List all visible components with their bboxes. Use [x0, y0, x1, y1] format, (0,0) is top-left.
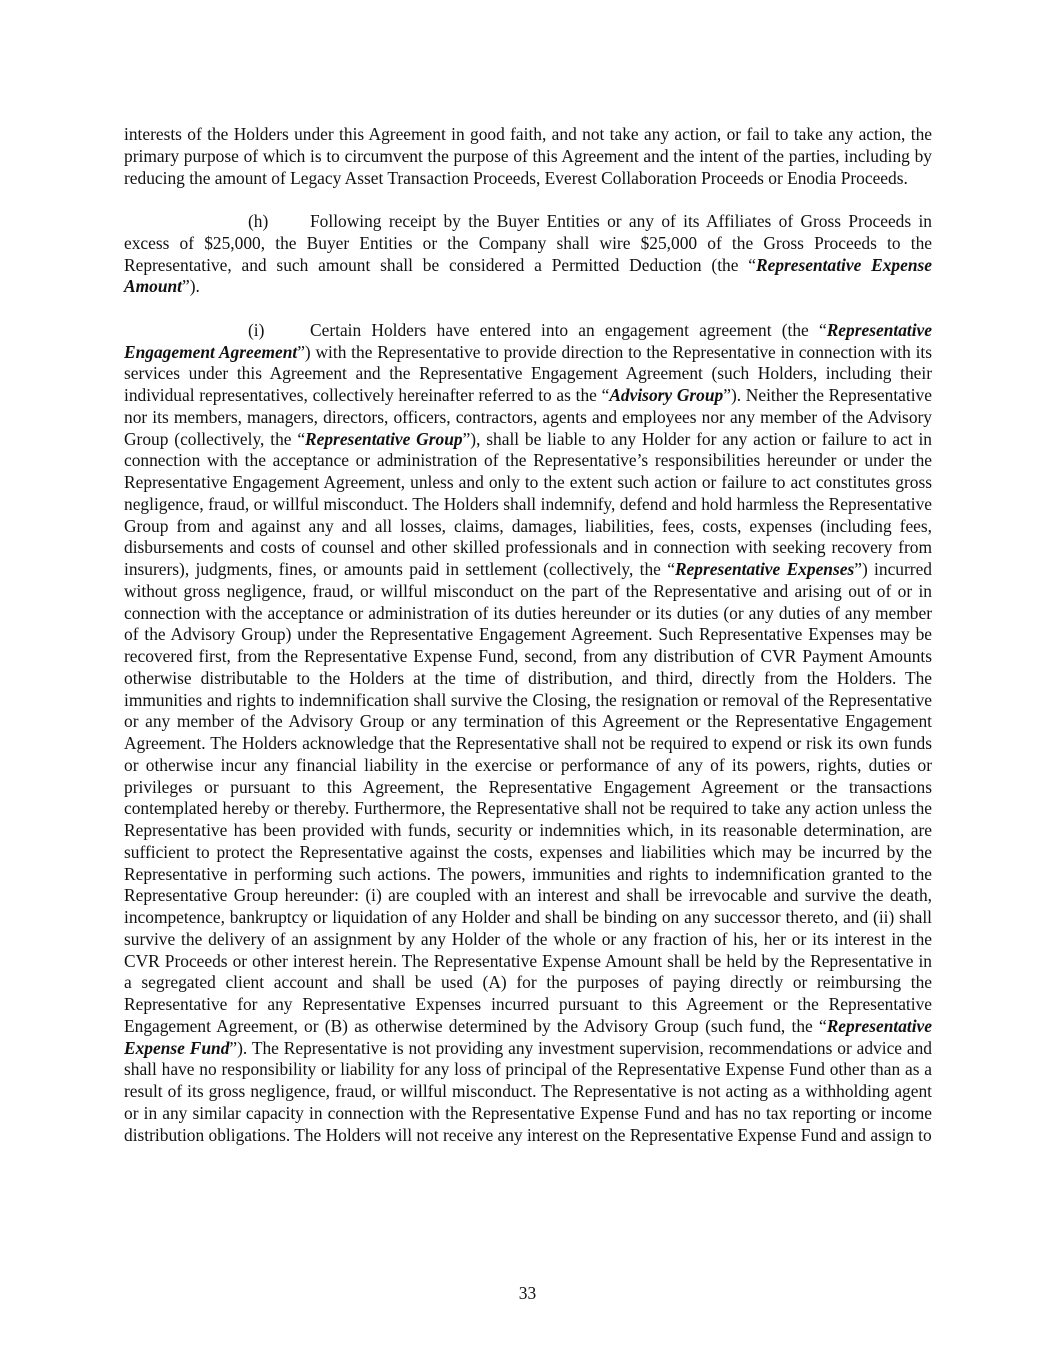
defined-term-representative-group: Representative Group	[305, 428, 463, 449]
paragraph-g-continuation: interests of the Holders under this Agreement in good faith, and not take any action, or fail to take any action, the primary purpose of which is to circumvent the purpose of this Agreement and the intent of the parties, including by reducing the amount of Legacy Asset Transaction Proceeds, Everest Collaboration Proceeds or Enodia Proceeds.	[124, 124, 932, 188]
paragraph-i-text-4: ”), shall be liable to any Holder for any action or failure to act in connection with the acceptance or administration of the Representative’s responsibilities hereunder or under the Representative Engagement Agreement, unless and only to the extent such action or failure to act constitutes gross negligence, fraud, or willful misconduct. The Holders shall indemnify, defend and hold harmless the Representative Group from and against any and all losses, claims, damages, liabilities, fees, costs, expenses (including fees, disbursements and costs of counsel and other skilled professionals and in connection with seeking recovery from insurers), judgments, fines, or amounts paid in settlement (collectively, the “	[124, 428, 932, 579]
paragraph-h-text-end: ”).	[182, 276, 200, 297]
paragraph-i-text-1: Certain Holders have entered into an engagement agreement (the “	[310, 319, 827, 340]
page-number: 33	[518, 1283, 537, 1303]
defined-term-advisory-group: Advisory Group	[609, 385, 724, 405]
paragraph-i-text-2: ”) with the Representative to provide direction to the Representative in connection with its services under this Agreement and the Representative Engagement Agreement (such Holders, including their individual representatives, collectively hereinafter referred to as the “	[124, 341, 932, 405]
paragraph-i-text-3: ”). Neither the Representative nor its members, managers, directors, officers, contractors, agents and employees nor any member of the Advisory Group (collectively, the “	[124, 385, 932, 449]
paragraph-i-text-6: ”). The Representative is not providing any investment supervision, recommendations or advice and shall have no responsibility or liability for any loss of principal of the Representative Expense Fund other than as a result of its gross negligence, fraud, or willful misconduct. The Representative is not acting as a withholding agent or in any similar capacity in connection with the Representative Expense Fund and has no tax reporting or income distribution obligations. The Holders will not receive any interest on the Representative Expense Fund and assign to	[124, 1037, 933, 1145]
defined-term-representative-engagement-agreement: Representative Engagement Agreement	[124, 319, 932, 362]
paragraph-i	[124, 320, 932, 1147]
paragraph-h-text: Following receipt by the Buyer Entities or any of its Affiliates of Gross Proceeds in excess of $25,000, the Buyer Entities or the Company shall wire $25,000 of the Gross Proceeds to the Representative, and such amount shall be considered a Permitted Deduction (the “	[124, 211, 932, 275]
document-page	[124, 124, 932, 1168]
paragraph-i-text-5: ”) incurred without gross negligence, fraud, or willful misconduct on the part of the Representative and arising out of or in connection with the acceptance or administration of its duties hereunder or its duties (or any duties of any member of the Advisory Group) under the Representative Engagement Agreement. Such Representative Expenses may be recovered first, from the Representative Expense Fund, second, from any distribution of CVR Payment Amounts otherwise distributable to the Holders at the time of distribution, and third, directly from the Holders. The immunities and rights to indemnification shall survive the Closing, the resignation or removal of the Representative or any member of the Advisory Group or any termination of this Agreement or the Representative Engagement Agreement. The Holders acknowledge that the Representative shall not be required to expend or risk its own funds or otherwise incur any financial liability in the exercise or performance of any of its powers, rights, duties or privileges or pursuant to this Agreement, the Representative Engagement Agreement or the transactions contemplated hereby or thereby. Furthermore, the Representative shall not be required to take any action unless the Representative has been provided with funds, security or indemnities which, in its reasonable determination, are sufficient to protect the Representative against the costs, expenses and liabilities which may be incurred by the Representative in performing such actions. The powers, immunities and rights to indemnification granted to the Representative Group hereunder: (i) are coupled with an interest and shall be irrevocable and survive the death, incompetence, bankruptcy or liquidation of any Holder and shall be binding on any successor thereto, and (ii) shall survive the delivery of an assignment by any Holder of the whole or any fraction of his, her or its interest in the CVR Proceeds or other interest herein. The Representative Expense Amount shall be held by the Representative in a segregated client account and shall be used (A) for the purposes of paying directly or reimbursing the Representative for any Representative Expenses incurred pursuant to this Agreement or the Representative Engagement Agreement, or (B) as otherwise determined by the Advisory Group (such fund, the “	[124, 559, 932, 1036]
paragraph-h	[124, 211, 932, 298]
defined-term-representative-expenses: Representative Expenses	[674, 559, 855, 579]
section-label-i: (i)	[248, 319, 265, 340]
defined-term-representative-expense-amount: Representative Expense Amount	[124, 254, 932, 297]
defined-term-representative-expense-fund: Representative Expense Fund	[124, 1015, 932, 1058]
section-label-h: (h)	[248, 211, 269, 231]
